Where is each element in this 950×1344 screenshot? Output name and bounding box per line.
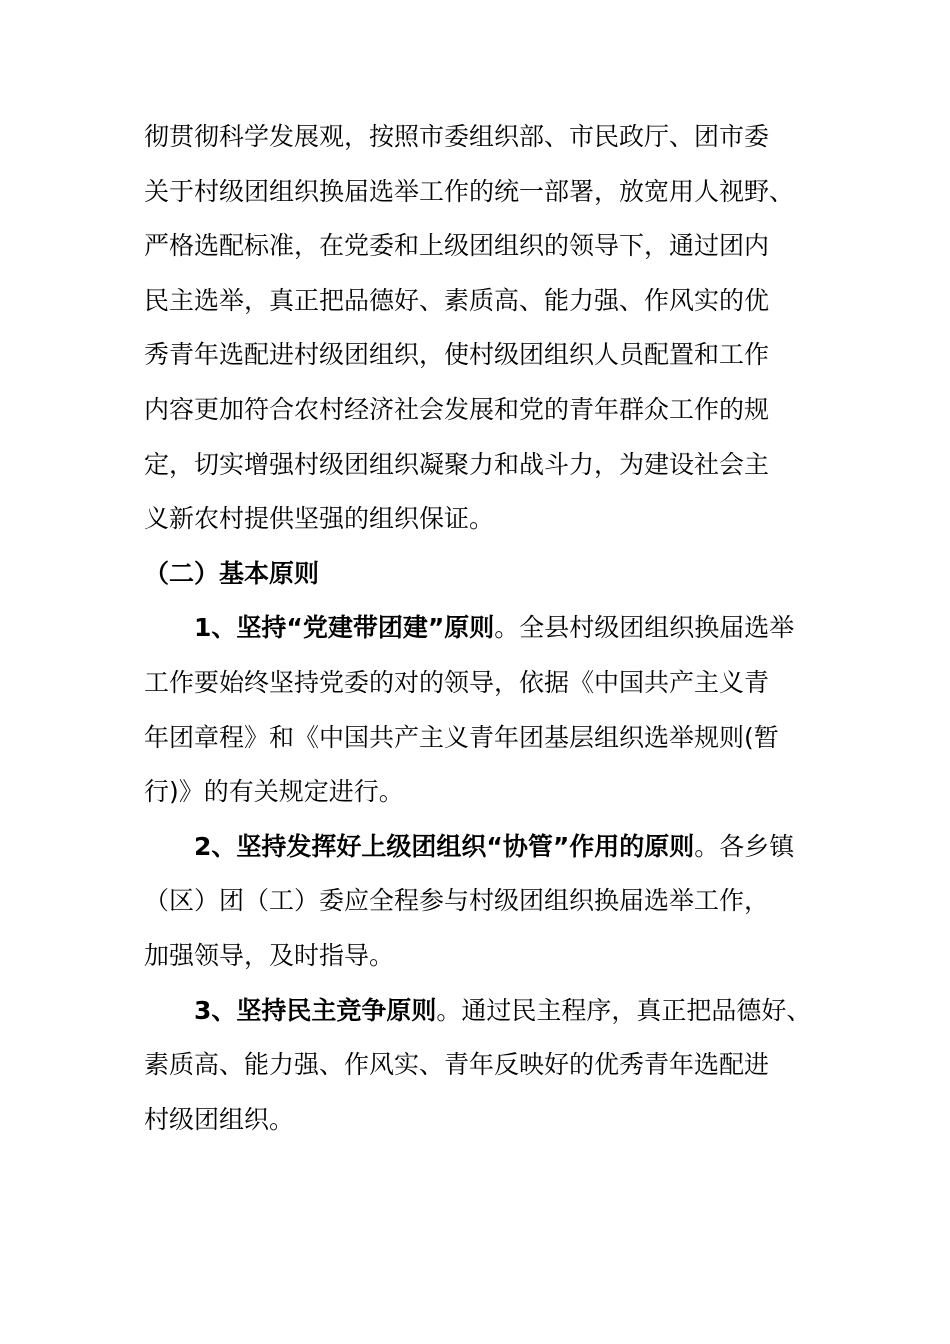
intro-paragraph: [144, 110, 806, 547]
text-line: 工作要始终坚持党委的对的领导，依据《中国共产主义青: [144, 667, 770, 697]
text-line: 秀青年选配进村级团组织，使村级团组织人员配置和工作: [144, 340, 770, 370]
principle-2-text: 。各乡镇: [694, 831, 795, 861]
text-line: 严格选配标准，在党委和上级团组织的领导下，通过团内: [144, 231, 770, 261]
principle-3-text: 。通过民主程序，真正把品德好、: [436, 995, 812, 1025]
text-line: [144, 601, 806, 656]
text-line: 年团章程》和《中国共产主义青年团基层组织选举规则(暂: [144, 722, 779, 752]
principle-1-paragraph: [144, 601, 806, 819]
text-line: 村级团组织。: [144, 1104, 295, 1134]
text-line: 内容更加符合农村经济社会发展和党的青年群众工作的规: [144, 394, 770, 424]
text-line: 加强领导，及时指导。: [144, 940, 395, 970]
principle-1-heading: 1、坚持“党建带团建”原则: [194, 613, 495, 643]
principle-1-text: 。全县村级团组织换届选举: [494, 613, 795, 643]
text-line: 民主选举，真正把品德好、素质高、能力强、作风实的优: [144, 285, 770, 315]
principle-2-heading: 2、坚持发挥好上级团组织“协管”作用的原则: [194, 831, 695, 861]
principle-2-paragraph: [144, 820, 806, 984]
text-line: [144, 820, 806, 875]
text-line: 彻贯彻科学发展观，按照市委组织部、市民政厅、团市委: [144, 122, 770, 151]
section-heading-text: （二）基本原则: [144, 558, 320, 588]
principle-3-paragraph: [144, 984, 812, 1148]
text-line: 关于村级团组织换届选举工作的统一部署，放宽用人视野、: [144, 176, 795, 206]
section-heading: [144, 547, 806, 602]
text-line: 定，切实增强村级团组织凝聚力和战斗力，为建设社会主: [144, 449, 770, 479]
document-body: [144, 110, 812, 1147]
principle-3-heading: 3、坚持民主竞争原则: [194, 995, 437, 1025]
text-line: 素质高、能力强、作风实、青年反映好的优秀青年选配进: [144, 1050, 770, 1080]
text-line: 义新农村提供坚强的组织保证。: [144, 504, 495, 534]
text-line: [144, 984, 812, 1039]
text-line: 行)》的有关规定进行。: [144, 777, 404, 807]
text-line: （区）团（工）委应全程参与村级团组织换届选举工作，: [144, 886, 770, 916]
